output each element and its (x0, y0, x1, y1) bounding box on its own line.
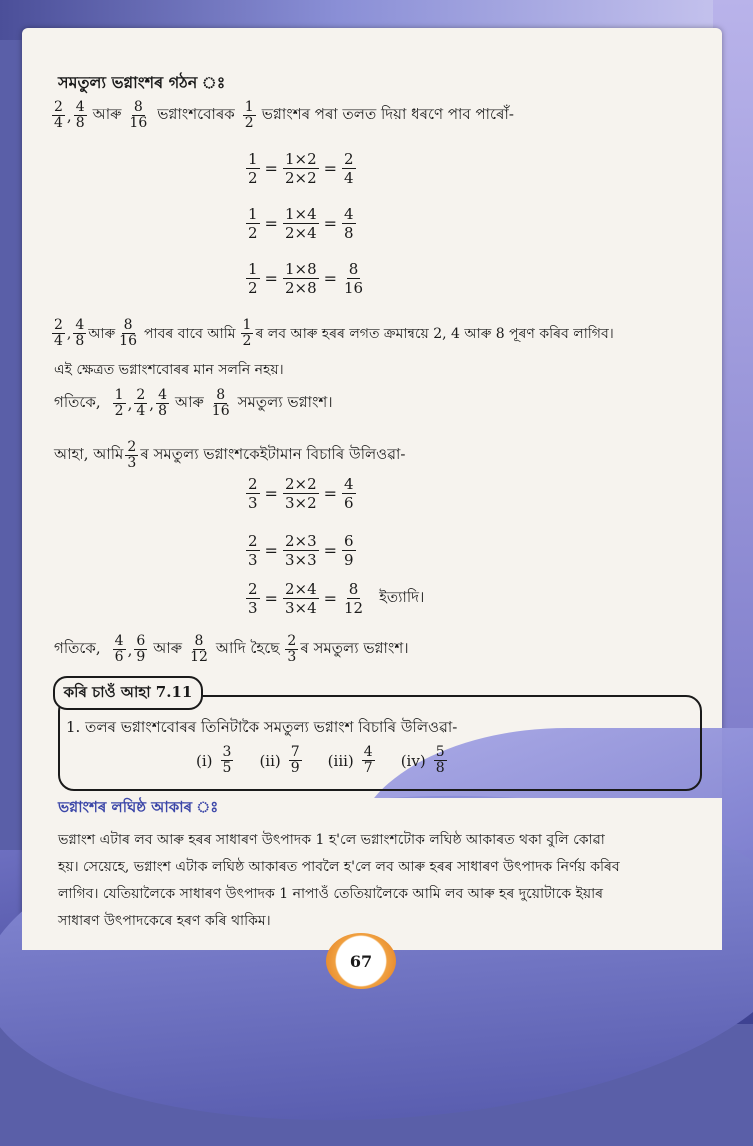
come-line: আহা, আমি $\frac{2}{3}$ ৰ সমতুল্য ভগ্নাংশকেইটামান বিচাৰি উলিওৱা- (54, 439, 406, 471)
practice-items: (i) $\frac{3}{5}$ (ii) $\frac{7}{9}$ (iii) $\frac{4}{7}$ (iv) $\frac{5}{8}$ (196, 744, 445, 776)
paragraph-line: এই ক্ষেত্ৰত ভগ্নাংশবোৰৰ মান সলনি নহয়। (54, 362, 284, 378)
therefore-line: গতিকে, $\frac{1}{2}$ , $\frac{2}{4}$ , $\frac{4}{8}$ আৰু $\frac{8}{16}$ সমতুল্য ভগ্নাংশ। (54, 387, 333, 419)
equation-row: $\frac{2}{3}$ = $\frac{2\times 3}{3\times 3}$ = $\frac{6}{9}$ (248, 532, 354, 569)
equation-row: $\frac{1}{2}$ = $\frac{1\times 8}{2\times 8}$ = $\frac{8}{16}$ (248, 260, 364, 297)
page-number: 67 (326, 933, 396, 989)
paragraph-line: সাধাৰণ উৎপাদকেৰে হৰণ কৰি থাকিম। (58, 913, 271, 929)
paragraph-line: ভগ্নাংশ এটাৰ লব আৰু হৰৰ সাধাৰণ উৎপাদক 1 হ'লে ভগ্নাংশটোক লঘিষ্ঠ আকাৰত থকা বুলি কোৱা (58, 832, 605, 848)
paragraph-line: লাগিব। যেতিয়ালৈকে সাধাৰণ উৎপাদক 1 নাপাওঁ তেতিয়ালৈকে আমি লব আৰু হৰ দুয়োটাকে ইয়াৰ (58, 886, 604, 902)
equation-row: $\frac{2}{3}$ = $\frac{2\times 4}{3\times 4}$ = $\frac{8}{12}$ ইত্যাদি। (248, 580, 425, 617)
practice-question: 1. তলৰ ভগ্নাংশবোৰৰ তিনিটাকৈ সমতুল্য ভগ্নাংশ বিচাৰি উলিওৱা- (66, 718, 458, 736)
fraction: $\frac{1}{2}$ (244, 99, 254, 131)
paragraph-line: হয়। সেয়েহে, ভগ্নাংশ এটাক লঘিষ্ঠ আকাৰত পাবলৈ হ'লে লব আৰু হৰৰ সাধাৰণ উৎপাদক নিৰ্ণয় কৰিব (58, 859, 620, 875)
heading-equivalent-fractions: সমতুল্য ভগ্নাংশৰ গঠন ঃ (58, 73, 226, 92)
fraction: $\frac{2}{4}$ (54, 99, 63, 131)
section-heading-lowest-form: ভগ্নাংশৰ লঘিষ্ঠ আকাৰ ঃ (58, 798, 219, 816)
fraction: $\frac{4}{8}$ (75, 99, 85, 131)
therefore-line: গতিকে, $\frac{4}{6}$ , $\frac{6}{9}$ আৰু $\frac{8}{12}$ আদি হৈছে $\frac{2}{3}$ ৰ সমতুল্য ভগ্নাংশ। (54, 633, 409, 665)
practice-title: কৰি চাওঁ আহা 7.11 (53, 676, 203, 710)
equation-row: $\frac{1}{2}$ = $\frac{1\times 2}{2\times 2}$ = $\frac{2}{4}$ (248, 150, 354, 187)
paragraph-multiply: $\frac{2}{4}$ , $\frac{4}{8}$ আৰু $\frac{8}{16}$ পাবৰ বাবে আমি $\frac{1}{2}$ ৰ লব আৰু হৰৰ লগত ক্ৰমান্বয়ে 2, 4 আৰু 8 পূৰণ কৰিব লাগিব। (54, 317, 614, 349)
equation-row: $\frac{2}{3}$ = $\frac{2\times 2}{3\times 2}$ = $\frac{4}{6}$ (248, 475, 354, 512)
equation-row: $\frac{1}{2}$ = $\frac{1\times 4}{2\times 4}$ = $\frac{4}{8}$ (248, 205, 354, 242)
intro-line: $\frac{2}{4}$ , $\frac{4}{8}$ আৰু $\frac{8}{16}$ ভগ্নাংশবোৰক $\frac{1}{2}$ ভগ্নাংশৰ পৰা তলত দিয়া ধৰণে পাব পাৰোঁ- (54, 99, 514, 131)
fraction: $\frac{8}{16}$ (129, 99, 148, 131)
